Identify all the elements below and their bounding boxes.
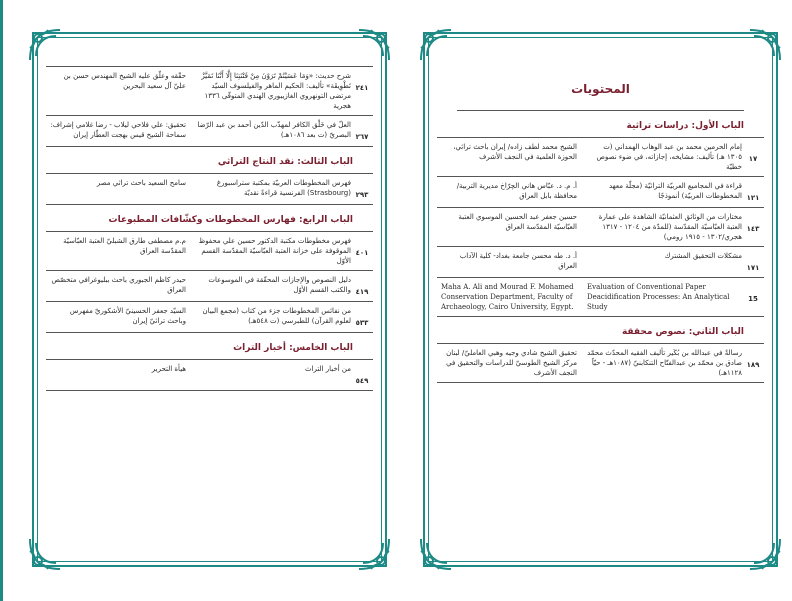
page-number: 15 [748, 295, 758, 303]
toc-entry [437, 277, 764, 316]
section-heading: الباب الأول: دراسات تراثية [626, 121, 744, 131]
page-number: ٥٤٩ [355, 377, 369, 385]
entry-title: العلّ في خَلْق الكافر لمهذّب الدّين أحمد بن عبد الرّضا البصريّ (ت بعد ١٠٨٦هـ) [197, 121, 351, 139]
toc-entry [46, 231, 373, 270]
page-number: ٤١٩ [355, 288, 369, 296]
entry-title: من أخبار التراث [304, 365, 351, 373]
entry-title: دليل النصوص والإجازات المحقّقة في الموسوعات والكتب القسم الأوّل [208, 276, 351, 294]
toc-entry [437, 207, 764, 246]
toc-entry [46, 301, 373, 332]
entry-author: م.م مصطفى طارق الشبليّ العتبة العبّاسيّة المقدّسة العراق [63, 237, 186, 255]
entry-author: هيأة التحرير [151, 365, 186, 373]
entry-author: سامح السعيد باحث تراثي مصر [96, 179, 186, 187]
page-number: ١٧١ [746, 264, 760, 272]
page-number: ٥٣٣ [355, 319, 369, 327]
entry-title: Evaluation of Conventional Paper Deacidification Processes: An Analytical Study [587, 283, 730, 311]
entry-title: شرح حديث: «وَمَا عَسَيْتُمْ تَرَوْنَ مِنْ فَتْنَتِنَا إِلَّا أَنَّنَا تَمَيَّزْ تَطْوِيقَة» تأليف: الحكيم الماهر والفيلسوف السيّد مرتضى التونهروي الغازيبوري الهندي المتوفّى ١٣٣٦ هجرية [201, 72, 351, 110]
toc-entry [437, 343, 764, 382]
section-heading: الباب الرابع: فهارس المخطوطات وكشّافات المطبوعات [108, 215, 353, 225]
section-heading: الباب الخامس: أخبار التراث [233, 343, 353, 353]
entry-title: مختارات من الوثائق العثمانيّة الشاهدة على عمارة العتبة العبّاسيّة المقدّسة (للمدّة من ١٢٠٤ - ١٣١٧ هجري/١٣٠٢ - ١٩١٥ رومي) [598, 213, 742, 241]
section-spacer [46, 205, 373, 213]
floral-corner-ornament-icon [355, 26, 393, 64]
section-heading: الباب الثالث: نقد النتاج التراثي [217, 157, 353, 167]
entry-author: Maha A. Ali and Mourad F. Mohamed Conservation Department, Faculty of Archaeology, Cairo University, Egypt. [441, 283, 574, 311]
page-title: المحتويات [571, 82, 630, 96]
entry-title: فهرس مخطوطات مكتبة الدكتور حسين علي محفوظ الموقوفة على خزانة العتبة العبّاسيّة المقدّسة القسم الأوّل [198, 237, 351, 265]
floral-corner-ornament-icon [417, 26, 455, 64]
entry-author: حقّقه وعلّق عليه الشيخ المهندس حسن بن عليّ آل سعيد البحرين [63, 72, 186, 90]
right-page-sections [437, 119, 764, 391]
entry-title: رسالةٌ في عبدالله بن بُكَير تأليف الفقيه المحدّث محمّد صادق بن محمّد بن عبدالفتّاح التنكابنيّ (١٠٨٧هـ - حيّاً ١١٢٨هـ) [587, 349, 742, 377]
left-page-contents [46, 66, 373, 547]
title-rule [457, 110, 744, 111]
section-heading: الباب الثاني: نصوص محققة [621, 327, 744, 337]
page-spine-edge [0, 0, 3, 601]
section-spacer [437, 383, 764, 391]
toc-entry [46, 359, 373, 390]
entry-title: من نفائس المخطوطات جزء من كتاب (مجمع البيان لعلوم القرآن) للطبرسي (ت ٥٤٨هـ) [202, 307, 351, 325]
toc-entry [46, 173, 373, 204]
page-number: ١٢١ [746, 194, 760, 202]
entry-author: الشيخ محمد لطف زاده/ إيران باحث تراثي، الحوزة العلمية في النجف الأشرف [453, 143, 577, 161]
section-spacer [437, 317, 764, 325]
right-page-contents [437, 60, 764, 547]
entry-title: قراءة في المجاميع العربيّة التراثيّة (مجلّة معهد المخطوطات العربيّة) أنموذجًا [608, 182, 742, 200]
toc-entry [46, 270, 373, 301]
entry-author: أ. م. د. عبّاس هاني الچرّاخ مديرية التربية/ محافظة بابل العراق [456, 182, 577, 200]
page-number: ١٧ [748, 155, 758, 163]
entry-title: مشكلات التحقيق المشترك [664, 252, 742, 260]
section-spacer [46, 333, 373, 341]
toc-entry [46, 115, 373, 146]
page-number: ٤٠١ [355, 249, 369, 257]
right-page [423, 32, 778, 567]
entry-author: تحقيق: علي فلاحي ليلاب - رضا غلامي إشراف: سماحة الشيخ قيس بهجت العطّار إيران [50, 121, 186, 139]
entry-title: فهرس المخطوطات العربيّة بمكتبة ستراسبورغ (Strasbourg) الفرنسية قراءةٌ نقديّة [216, 179, 351, 197]
page-number: ٢٩٣ [355, 191, 369, 199]
section-spacer [46, 147, 373, 155]
page-number: ٢٦٧ [355, 133, 369, 141]
section-spacer [46, 391, 373, 399]
page-number: ١٤٣ [746, 225, 760, 233]
left-page [32, 32, 387, 567]
page-number: ١٨٩ [746, 361, 760, 369]
toc-entry [437, 137, 764, 176]
toc-entry [437, 176, 764, 207]
entry-author: حسين جعفر عبد الحسين الموسوي العتبة العبّاسيّة المقدّسة العراق [458, 213, 577, 231]
page-number: ٢٤١ [355, 84, 369, 92]
entry-author: تحقيق الشيخ شادي وجيه وهبي العامليّ/ لبنان مركز الشيخ الطوسيّ للدراسات والتحقيق في النجف الأشرف [446, 349, 577, 377]
floral-corner-ornament-icon [746, 26, 784, 64]
toc-entry [437, 246, 764, 277]
entry-author: السيّد جعفر الحسينيّ الأشكوريّ مفهرس وباحث تراثيّ إيران [69, 307, 186, 325]
entry-author: حيدر كاظم الجبوري باحث ببليوغرافي متخصّص العراق [51, 276, 186, 294]
floral-corner-ornament-icon [26, 26, 64, 64]
entry-title: إمام الحرمين محمد بن عبد الوهاب الهمداني (ت ١٣٠٥ هـ) تأليف: مشايخه، إجازاته، في ضوء نصوص خطيّة [596, 143, 742, 171]
toc-entry [46, 66, 373, 115]
entry-author: أ. د. طه محسن جامعة بغداد- كلية الآداب العراق [459, 252, 577, 270]
